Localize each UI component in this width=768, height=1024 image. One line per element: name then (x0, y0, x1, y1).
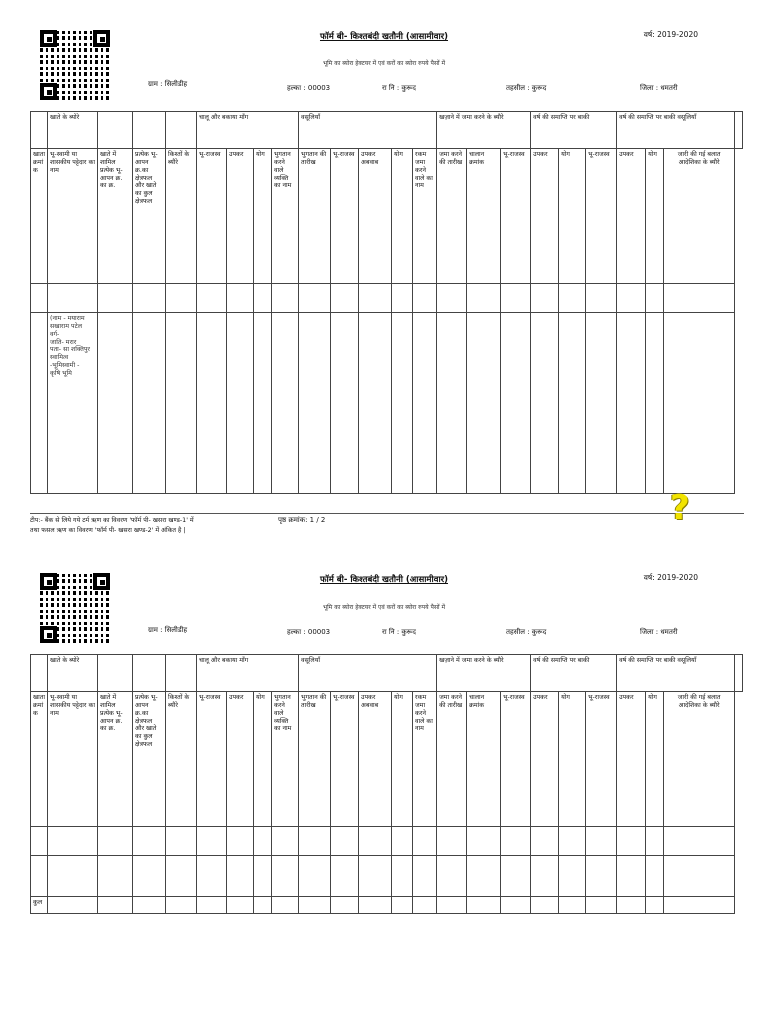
group-chalu-bakaya: चालू और बकाया माँग (197, 112, 299, 149)
group-khate-vivran: खाते के ब्योरे (48, 655, 98, 692)
ranim-label: रा नि : कुरूद (382, 628, 416, 636)
col-upkar: उपकर (531, 149, 559, 284)
cell-empty (166, 112, 197, 149)
col-bhugtan-karne-vale: भुगतान करने वाले व्यक्ति का नाम (272, 149, 299, 284)
col-jari-aadeshika: जारी की गई बलात आदेशिका के ब्यौरे (664, 149, 735, 284)
cell-empty (735, 112, 743, 149)
cell-empty (98, 112, 133, 149)
col-jama-tarikh: जमा करने की तारीख (437, 692, 467, 827)
col-bhu-rajasva: भू-राजस्व (331, 692, 359, 827)
col-pratyek-bhuapan: प्रत्येक भू-आपन क्र.का क्षेत्रफल और खाते का कुल क्षेत्रफल (133, 692, 166, 827)
col-upkar: उपकर (531, 692, 559, 827)
group-varsh-vasooli: वर्ष की समाप्ति पर बाकी वसूलियाँ (617, 112, 735, 149)
col-khata-kramank: खाता क्रमांक (31, 149, 48, 284)
col-yog: योग (254, 149, 272, 284)
cell-empty (31, 655, 48, 692)
group-khazane: खज़ाने में जमा करने के ब्यौरे (437, 112, 531, 149)
col-yog: योग (646, 149, 664, 284)
footnote: टीप:- बैंक से लिये गये टर्म ऋण का विवरण 'फॉर्म पी- खसरा खण्ड-1' में तथा फसल ऋण का विवरण 'फॉर्म पी- खसरा खण्ड-2' में अंकित है | (30, 517, 194, 535)
col-yog: योग (559, 149, 586, 284)
col-bhu-rajasva: भू-राजस्व (586, 149, 617, 284)
zila-label: जिला : धमतरी (640, 628, 678, 636)
col-bhugtan-tarikh: भुगतान की तारीख (299, 692, 331, 827)
form-subtitle: भूमि का ब्योरा हेक्टयर में एवं करों का ब्योरा रुपये पैसों में (322, 604, 446, 611)
form-title: फॉर्म बी- किश्तबंदी खतौनी (आसामीवार) (319, 575, 449, 585)
col-shamil-pratyek: खाते में शामिल प्रत्येक भू-आपन क्र. का क्र. (98, 149, 133, 284)
col-bhu-rajasva: भू-राजस्व (501, 692, 531, 827)
year-label: वर्ष: 2019-2020 (643, 30, 698, 39)
col-shamil-pratyek: खाते में शामिल प्रत्येक भू-आपन क्र. का क्र. (98, 692, 133, 827)
group-varsh-baki: वर्ष की समाप्ति पर बाकी (531, 655, 617, 692)
col-bhuswami: भू-स्वामी या शासकीय पट्टेदार का नाम (48, 692, 98, 827)
col-bhu-rajasva: भू-राजस्व (586, 692, 617, 827)
col-bhugtan-tarikh: भुगतान की तारीख (299, 149, 331, 284)
cell-empty (133, 655, 166, 692)
group-vasooliyan: वसूलियाँ (299, 655, 437, 692)
col-rakam-jama: रकम जमा करने वाले का नाम (413, 149, 437, 284)
table-row (31, 856, 743, 897)
cell-empty (166, 655, 197, 692)
total-row (31, 897, 743, 914)
col-yog: योग (559, 692, 586, 827)
tehsil-label: तहसील : कुरूद (506, 628, 547, 636)
col-upkar-abwab: उपकर अबवाब (359, 149, 392, 284)
col-yog: योग (392, 149, 413, 284)
col-kishton: किश्तों के ब्यौरे (166, 692, 197, 827)
col-rakam-jama: रकम जमा करने वाले का नाम (413, 692, 437, 827)
ranim-label: रा नि : कुरूद (382, 84, 416, 92)
col-bhu-rajasva: भू-राजस्व (197, 149, 227, 284)
col-bhu-rajasva: भू-राजस्व (501, 149, 531, 284)
cell-empty (31, 112, 48, 149)
halka-label: हल्का : 00003 (287, 628, 331, 636)
col-yog: योग (392, 692, 413, 827)
col-upkar-abwab: उपकर अबवाब (359, 692, 392, 827)
cell-empty (133, 112, 166, 149)
col-upkar: उपकर (617, 692, 646, 827)
divider (30, 513, 744, 514)
form-subtitle: भूमि का ब्योरा हेक्टयर में एवं करों का ब्योरा रुपये पैसों में (322, 60, 446, 67)
col-yog: योग (254, 692, 272, 827)
page-number: पृष्ठ क्रमांक: 1 / 2 (278, 516, 326, 524)
gram-label: ग्राम : सिलीडीह (148, 626, 188, 634)
col-khata-kramank: खाता क्रमांक (31, 692, 48, 827)
question-mark-icon: ? (670, 488, 690, 528)
halka-label: हल्का : 00003 (287, 84, 331, 92)
col-bhu-rajasva: भू-राजस्व (331, 149, 359, 284)
group-khazane: खज़ाने में जमा करने के ब्यौरे (437, 655, 531, 692)
cell-empty (98, 655, 133, 692)
col-upkar: उपकर (227, 692, 254, 827)
group-chalu-bakaya: चालू और बकाया माँग (197, 655, 299, 692)
cell-empty (735, 655, 743, 692)
total-label: कुल (31, 897, 48, 914)
col-upkar: उपकर (227, 149, 254, 284)
zila-label: जिला : धमतरी (640, 84, 678, 92)
col-jama-tarikh: जमा करने की तारीख (437, 149, 467, 284)
form-title: फॉर्म बी- किश्तबंदी खतौनी (आसामीवार) (319, 32, 449, 42)
col-bhu-rajasva: भू-राजस्व (197, 692, 227, 827)
khatauni-table-1 (30, 111, 743, 494)
col-yog: योग (646, 692, 664, 827)
group-varsh-baki: वर्ष की समाप्ति पर बाकी (531, 112, 617, 149)
col-chalan-kramank: चालान क्रमांक (467, 692, 501, 827)
col-upkar: उपकर (617, 149, 646, 284)
group-varsh-vasooli: वर्ष की समाप्ति पर बाकी वसूलियाँ (617, 655, 735, 692)
owner-details: (नाम - मयाराम सखाराम पटेल वर्ग- जाति- मरार पता- सा शक्तिपुर स्वामित्व -भूमिस्वामी - कृषि भूमि (48, 313, 98, 494)
col-chalan-kramank: चालान क्रमांक (467, 149, 501, 284)
tehsil-label: तहसील : कुरूद (506, 84, 547, 92)
khatauni-table-2 (30, 654, 743, 914)
gram-label: ग्राम : सिलीडीह (148, 80, 188, 88)
table-row (31, 313, 743, 494)
col-pratyek-bhuapan: प्रत्येक भू-आपन क्र.का क्षेत्रफल और खाते का कुल क्षेत्रफल (133, 149, 166, 284)
table-row (31, 827, 743, 856)
group-khate-vivran: खाते के ब्योरे (48, 112, 98, 149)
group-vasooliyan: वसूलियाँ (299, 112, 437, 149)
col-bhuswami: भू-स्वामी या शासकीय पट्टेदार का नाम (48, 149, 98, 284)
year-label: वर्ष: 2019-2020 (643, 573, 698, 582)
col-kishton: किश्तों के ब्यौरे (166, 149, 197, 284)
col-bhugtan-karne-vale: भुगतान करने वाले व्यक्ति का नाम (272, 692, 299, 827)
table-row (31, 284, 743, 313)
col-jari-aadeshika: जारी की गई बलात आदेशिका के ब्यौरे (664, 692, 735, 827)
